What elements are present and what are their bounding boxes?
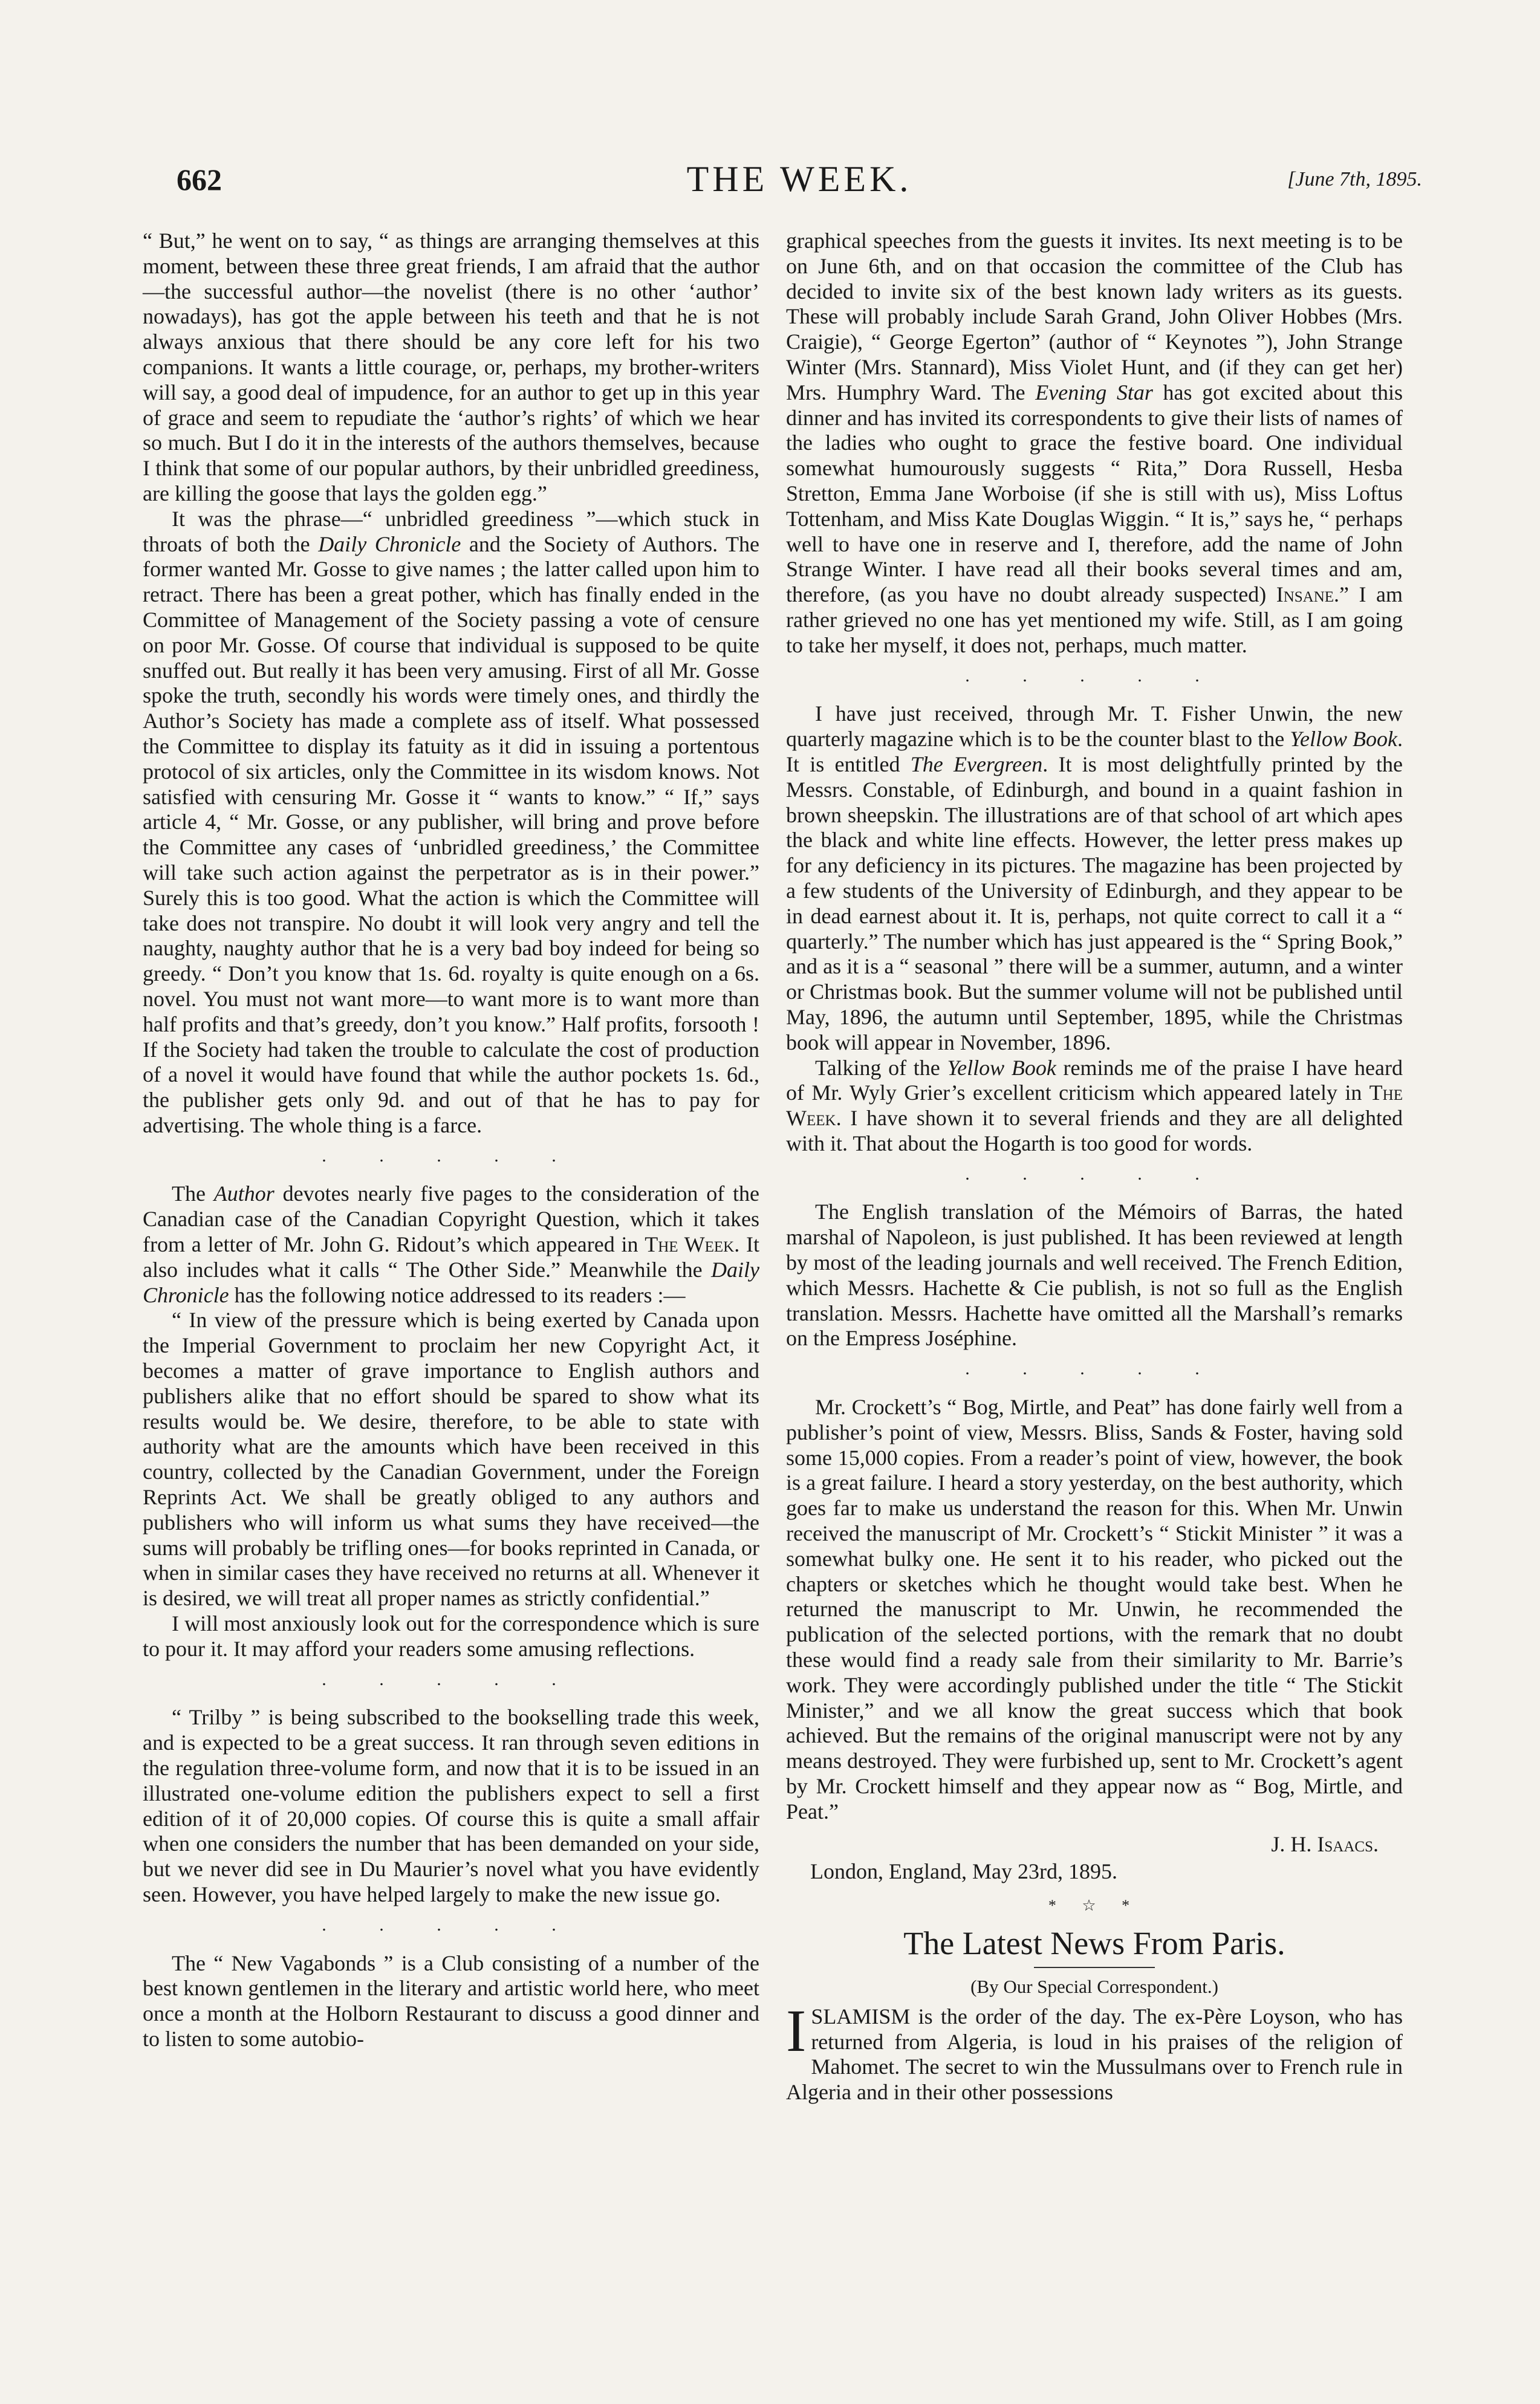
page-header (177, 159, 1422, 216)
author-signature: J. H. Isaacs. (1271, 1831, 1379, 1856)
paragraph-canadian-copyright: The Author devotes nearly five pages to the consideration of the Canadian case of the Canadian Copyright Question, which it takes from a letter of Mr. John G. Ridout’s which appeared in The Week. It also includes what it calls “ The Other Side.” Meanwhile the Daily Chronicle has the following notice addressed to its readers :— (143, 1181, 760, 1307)
journal-title: THE WEEK. (686, 159, 912, 199)
dateline: London, England, May 23rd, 1895. (810, 1859, 1117, 1884)
paragraph-barras-memoirs: The English translation of the Mémoirs of Barras, the hated marshal of Napoleon, is just published. It has been reviewed at length by most of the leading journals and well received. The French Edition, which Messrs. Hachette & Cie publish, is not so full as the English translation. Messrs. Hachette have omitted all the Marshall’s remarks on the Empress Joséphine. (786, 1200, 1403, 1351)
left-column (143, 229, 759, 2052)
evening-star-title: Evening Star (1035, 380, 1153, 404)
paragraph-islamism: ISLAMISM is the order of the day. The ex-Père Loyson, who has returned from Algeria, is loud in his praises of the religion of Mahomet. The secret to win the Mussulmans over to French rule in Algeria and in their other possessions (786, 1996, 1403, 2105)
paragraph-trilby: “ Trilby ” is being subscribed to the bookselling trade this week, and is expected to be a great success. It ran through seven editions in the regulation three-volume form, and now that it is to be issued in an illustrated one-volume edition the publishers expect to sell a first edition of it of 20,000 copies. Of course this is quite a small affair when one considers the number that has been demanded on your side, but we never did see in Du Maurier’s novel what you have evidently seen. However, you have helped largely to make the new issue go. (143, 1705, 759, 1906)
section-separator: . . . . . (322, 1145, 580, 1166)
paragraph-gosse-quote: “ But,” he went on to say, “ as things are arranging themselves at this moment, between these three great friends, I am afraid that the author—the successful author—the novelist (there is no other ‘author’ nowadays), has got the apple between his teeth and that he is not always anxious that there should be any core left for his two companions. It wants a little courage, or, perhaps, my brother-writers will say, a good deal of impudence, for an author to get up in this year of grace and seem to repudiate the ‘author’s rights’ of which we hear so much. But I do it in the interests of the authors themselves, because I think that some of our popular authors, by their unbridled greediness, are killing the goose that lays the golden egg.” (143, 229, 759, 505)
daily-chronicle-title: Daily Chronicle (143, 1257, 759, 1307)
author-title: Author (213, 1181, 275, 1206)
section-title: The Latest News From Paris. (903, 1925, 1285, 1961)
drop-cap: I (786, 1996, 807, 2064)
notice-quote: “ In view of the pressure which is being exerted by Canada upon the Imperial Government to proclaim her new Copyright Act, it becomes a matter of grave importance to English authors and publishers alike that no effort should be spared to show what its results would be. We desire, therefore, to be able to state with authority what are the amounts which have been received in this country, collected by the Canadian Government, under the Foreign Reprints Act. We shall be greatly obliged to any authors and publishers who will inform us what sums they have received—the sums will probably be trifling ones—for books reprinted in Canada, or when in similar cases they have received no returns at all. Whenever it is desired, we will treat all proper names as strictly confidential.” (143, 1308, 759, 1611)
evergreen-title: The Evergreen (910, 752, 1043, 776)
the-week-title: The Week (786, 1080, 1403, 1131)
yellow-book-title: Yellow Book (1290, 727, 1397, 752)
star-ornament-icon: * ☆ * (1048, 1897, 1141, 1915)
paragraph-club-dinner: graphical speeches from the guests it invites. Its next meeting is to be on June 6th, and on that occasion the committee of the Club has decided to invite six of the best known lady writers as its guests. These will probably include Sarah Grand, John Oliver Hobbes (Mrs. Craigie), “ George Egerton” (author of “ Keynotes ”), John Strange Winter (Mrs. Stannard), Miss Violet Hunt, and (if they can get her) Mrs. Humphry Ward. The Evening Star has got excited about this dinner and has invited its correspondents to give their lists of names of the ladies who ought to grace the festive board. One individual somewhat humourously suggests “ Rita,” Dora Russell, Hesba Stretton, Emma Jane Worboise (if she is still with us), Miss Loftus Tottenham, and Miss Kate Douglas Wiggin. “ It is,” says he, “ perhaps well to have one in reserve and I, therefore, add the name of John Strange Winter. I have read all their books several times and am, therefore, (as you have no doubt already suspected) Insane.” I am rather grieved no one has yet mentioned my wife. Still, as I am going to take her myself, it does not, perhaps, much matter. (786, 229, 1403, 657)
daily-chronicle-title: Daily Chronicle (318, 531, 461, 556)
section-separator: . . . . . (965, 1163, 1224, 1184)
paragraph-new-vagabonds: The “ New Vagabonds ” is a Club consisting of a number of the best known gentlemen in the literary and artistic world here, who meet once a month at the Holborn Restaurant to discuss a good dinner and to listen to some autobio- (143, 1951, 759, 2051)
section-separator: . . . . . (965, 665, 1224, 686)
heading-rule (1034, 1967, 1155, 1968)
right-column (786, 229, 1403, 2105)
section-separator: . . . . . (965, 1359, 1224, 1379)
section-separator: . . . . . (322, 1669, 580, 1689)
insane-word: Insane (1276, 582, 1334, 607)
issue-date: [June 7th, 1895. (1287, 168, 1422, 190)
paragraph-correspondence: I will most anxiously look out for the correspondence which is sure to pour it. It may afford your readers some amusing reflections. (143, 1611, 759, 1661)
the-week-title: The Week (645, 1232, 735, 1257)
yellow-book-title: Yellow Book (947, 1055, 1056, 1080)
paragraph-evergreen: I have just received, through Mr. T. Fisher Unwin, the new quarterly magazine which is to be the counter blast to the Yellow Book. It is entitled The Evergreen. It is most delightfully printed by the Messrs. Constable, of Edinburgh, and bound in a quaint fashion in brown sheepskin. The illustrations are of that school of art which apes the black and white line effects. However, the letter press makes up for any deficiency in its pictures. The magazine has been projected by a few students of the University of Edinburgh, and they appear to be in dead earnest about it. It is, perhaps, not quite correct to call it a “ quarterly.” The number which has just appeared is the “ Spring Book,” and as it is a “ seasonal ” there will be a summer, autumn, and a winter or Christmas book. But the summer volume will not be published until May, 1896, the autumn until September, 1895, while the Christmas book will appear in November, 1896. (786, 701, 1403, 1054)
byline: (By Our Special Correspondent.) (970, 1976, 1218, 1997)
page-number: 662 (177, 163, 222, 197)
paragraph-unbridled-greediness: It was the phrase—“ unbridled greediness ”—which stuck in throats of both the Daily Chronicle and the Society of Authors. The former wanted Mr. Gosse to give names ; the latter called upon him to retract. There has been a great pother, which has finally ended in the Committee of Management of the Society passing a vote of censure on poor Mr. Gosse. Of course that individual is supposed to be quite snuffed out. But really it has been very amusing. First of all Mr. Gosse spoke the truth, secondly his words were timely ones, and thirdly the Author’s Society has made a complete ass of itself. What possessed the Committee to display its fatuity as it did in issuing a portentous protocol of six articles, only the Committee in its wisdom knows. Not satisfied with censuring Mr. Gosse it “ wants to know.” “ If,” says article 4, “ Mr. Gosse, or any publisher, will bring and prove before the Committee any cases of ‘unbridled greediness,’ the Committee will take such action against the perpetrator as is in their power.” Surely this is too good. What the action is which the Committee will take does not transpire. No doubt it will look very angry and tell the naughty, naughty author that he is a very bad boy indeed for being so greedy. “ Don’t you know that 1s. 6d. royalty is quite enough on a 6s. novel. You must not want more—to want more is to want more than half profits and that’s greedy, don’t you know.” Half profits, forsooth ! If the Society had taken the trouble to calculate the cost of production of a novel it would have found that while the author pockets 1s. 6d., the publisher gets only 9d. and out of that he has to pay for advertising. The whole thing is a farce. (143, 506, 759, 1137)
paragraph-wyly-grier: Talking of the Yellow Book reminds me of the praise I have heard of Mr. Wyly Grier’s excellent criticism which appeared lately in The Week. I have shown it to several friends and they are all delighted with it. That about the Hogarth is too good for words. (786, 1055, 1403, 1155)
paragraph-crockett: Mr. Crockett’s “ Bog, Mirtle, and Peat” has done fairly well from a publisher’s point of view, Messrs. Bliss, Sands & Foster, having sold some 15,000 copies. From a reader’s point of view, however, the book is a great failure. I heard a story yesterday, on the best authority, which goes far to make us understand the reason for this. When Mr. Unwin received the manuscript of Mr. Crockett’s “ Stickit Minister ” it was a somewhat bulky one. He sent it to his reader, who picked out the chapters or sketches which he thought would take best. When he returned the manuscript to Mr. Unwin, he recommended the publication of the selected portions, with the remark that no doubt these would find a ready sale from their similarity to Mr. Barrie’s work. They were accordingly published under the title “ The Stickit Minister,” and we all know the great success which that book achieved. But the remains of the original manuscript were not by any means destroyed. They were furbished up, sent to Mr. Crockett’s agent by Mr. Crockett himself and they appear now as “ Bog, Mirtle, and Peat.” (786, 1395, 1403, 1824)
section-separator: . . . . . (322, 1914, 580, 1935)
